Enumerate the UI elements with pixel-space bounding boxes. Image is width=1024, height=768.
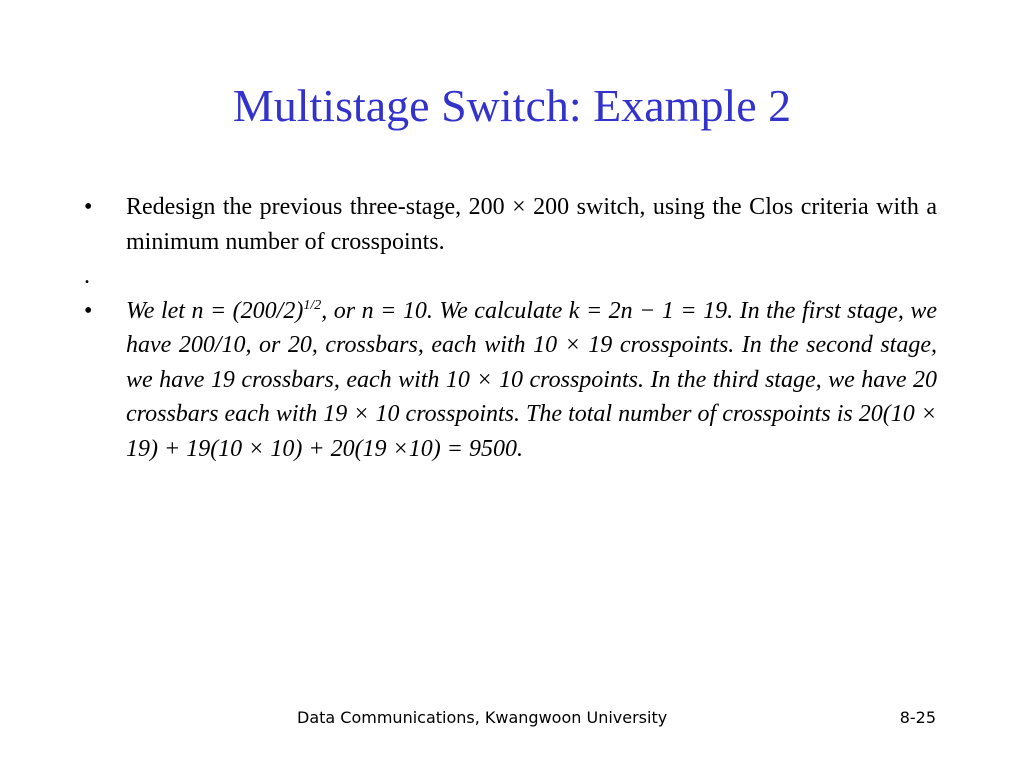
bullet-marker: .	[84, 263, 90, 289]
bullet-text	[126, 263, 132, 289]
footer-source: Data Communications, Kwangwoon University	[297, 708, 668, 727]
exponent: 1/2	[303, 297, 322, 313]
slide-title: Multistage Switch: Example 2	[232, 80, 792, 131]
bullet-item-solution	[84, 294, 937, 467]
solution-text-start: We let n = (200/2)	[126, 297, 304, 324]
bullet-text: Redesign the previous three-stage, 200 × 200 switch, using the Clos criteria with a minimum number of crosspoints.	[126, 194, 937, 255]
bullet-list	[84, 190, 937, 466]
page-number: 8-25	[899, 708, 936, 727]
bullet-item-redesign	[84, 190, 937, 259]
solution-text-end: , or n = 10. We calculate k = 2n − 1 = 19. In the first stage, we have 200/10, or 20, crossbars, each with 10 × 19 crosspoints. In the second stage, we have 19 crossbars, each with 10 × 10 crosspoints. In the third stage, we have 20 crossbars each with 19 × 10 crosspoints. The total number of crosspoints is 20(10 × 19) + 19(10 × 10) + 20(19 ×10) = 9500.	[126, 297, 937, 462]
bullet-text	[126, 298, 937, 462]
bullet-marker: •	[84, 194, 93, 220]
bullet-marker: •	[84, 297, 93, 324]
bullet-item-empty	[84, 259, 937, 294]
